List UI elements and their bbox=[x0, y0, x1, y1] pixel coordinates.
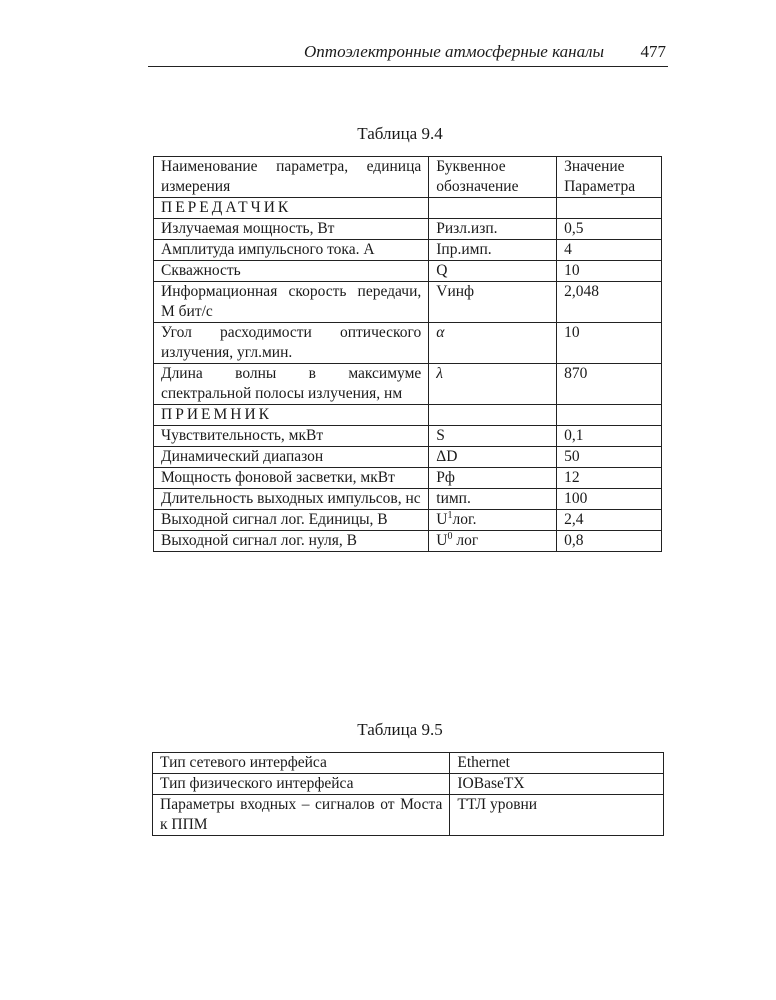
param-cell: Выходной сигнал лог. нуля, В bbox=[154, 531, 429, 552]
value-cell: 12 bbox=[557, 468, 662, 489]
table-9-5 bbox=[152, 752, 664, 836]
name-cell: Тип сетевого интерфейса bbox=[153, 753, 450, 774]
param-cell: Амплитуда импульсного тока. А bbox=[154, 240, 429, 261]
value-cell: 0,8 bbox=[557, 531, 662, 552]
table-row bbox=[154, 426, 662, 447]
value-cell: 10 bbox=[557, 261, 662, 282]
symbol-tail: лог. bbox=[452, 511, 477, 528]
table-row bbox=[154, 364, 662, 405]
symbol-cell: Ризл.изп. bbox=[429, 219, 557, 240]
symbol-base: U bbox=[436, 532, 448, 549]
table-row bbox=[154, 531, 662, 552]
param-cell: Динамический диапазон bbox=[154, 447, 429, 468]
section-row-transmitter bbox=[154, 198, 662, 219]
value-cell: 100 bbox=[557, 489, 662, 510]
param-cell: Мощность фоновой засветки, мкВт bbox=[154, 468, 429, 489]
value-cell: Ethernet bbox=[450, 753, 664, 774]
param-cell: Чувствительность, мкВт bbox=[154, 426, 429, 447]
param-cell: Излучаемая мощность, Вт bbox=[154, 219, 429, 240]
symbol-cell: Q bbox=[429, 261, 557, 282]
value-cell: 10 bbox=[557, 323, 662, 364]
symbol-cell: Iпр.имп. bbox=[429, 240, 557, 261]
table-row bbox=[154, 489, 662, 510]
param-cell: Длительность выходных импульсов, нс bbox=[154, 489, 429, 510]
value-cell: 2,048 bbox=[557, 282, 662, 323]
symbol-cell: λ bbox=[429, 364, 557, 405]
table-9-5-caption: Таблица 9.5 bbox=[357, 720, 443, 739]
table-9-4 bbox=[153, 156, 662, 552]
table-row bbox=[154, 261, 662, 282]
value-cell: 2,4 bbox=[557, 510, 662, 531]
running-header bbox=[148, 40, 668, 67]
value-cell: ТТЛ уровни bbox=[450, 795, 664, 836]
value-cell: 870 bbox=[557, 364, 662, 405]
symbol-cell: S bbox=[429, 426, 557, 447]
symbol-cell bbox=[429, 531, 557, 552]
symbol-cell: α bbox=[429, 323, 557, 364]
param-cell: Выходной сигнал лог. Единицы, В bbox=[154, 510, 429, 531]
symbol-cell: Рф bbox=[429, 468, 557, 489]
symbol-cell: ΔD bbox=[429, 447, 557, 468]
value-cell: IOBaseTX bbox=[450, 774, 664, 795]
table-9-4-caption: Таблица 9.4 bbox=[357, 124, 443, 143]
table-header-row bbox=[154, 157, 662, 198]
name-cell: Параметры входных – сигналов от Моста к ППМ bbox=[153, 795, 450, 836]
table-row bbox=[153, 774, 664, 795]
header-param: Наименование параметра, единица измерения bbox=[154, 157, 429, 198]
table-row bbox=[154, 282, 662, 323]
section-label-receiver: ПРИЕМНИК bbox=[154, 405, 429, 426]
page-number: 477 bbox=[640, 42, 666, 61]
param-cell: Информационная скорость передачи, М бит/с bbox=[154, 282, 429, 323]
header-value: Значение Параметра bbox=[557, 157, 662, 198]
name-cell: Тип физического интерфейса bbox=[153, 774, 450, 795]
section-row-receiver bbox=[154, 405, 662, 426]
symbol-cell bbox=[429, 510, 557, 531]
symbol-tail: лог bbox=[452, 532, 479, 549]
symbol-superscript: 1 bbox=[447, 509, 453, 521]
section-label-transmitter: ПЕРЕДАТЧИК bbox=[154, 198, 429, 219]
header-symbol: Буквенное обозначение bbox=[429, 157, 557, 198]
param-cell: Угол расходимости оптического излучения, угл.мин. bbox=[154, 323, 429, 364]
value-cell: 0,5 bbox=[557, 219, 662, 240]
table-row bbox=[153, 753, 664, 774]
running-title: Оптоэлектронные атмосферные каналы bbox=[304, 42, 604, 61]
table-row bbox=[154, 219, 662, 240]
table-row bbox=[154, 510, 662, 531]
table-row bbox=[154, 323, 662, 364]
symbol-cell: tимп. bbox=[429, 489, 557, 510]
value-cell: 0,1 bbox=[557, 426, 662, 447]
table-row bbox=[154, 240, 662, 261]
symbol-cell: Vинф bbox=[429, 282, 557, 323]
value-cell: 4 bbox=[557, 240, 662, 261]
symbol-base: U bbox=[436, 511, 448, 528]
value-cell: 50 bbox=[557, 447, 662, 468]
table-row bbox=[154, 447, 662, 468]
param-cell: Скважность bbox=[154, 261, 429, 282]
symbol-superscript: 0 bbox=[447, 530, 453, 542]
param-cell: Длина волны в максимуме спектральной полосы излучения, нм bbox=[154, 364, 429, 405]
table-row bbox=[154, 468, 662, 489]
table-row bbox=[153, 795, 664, 836]
